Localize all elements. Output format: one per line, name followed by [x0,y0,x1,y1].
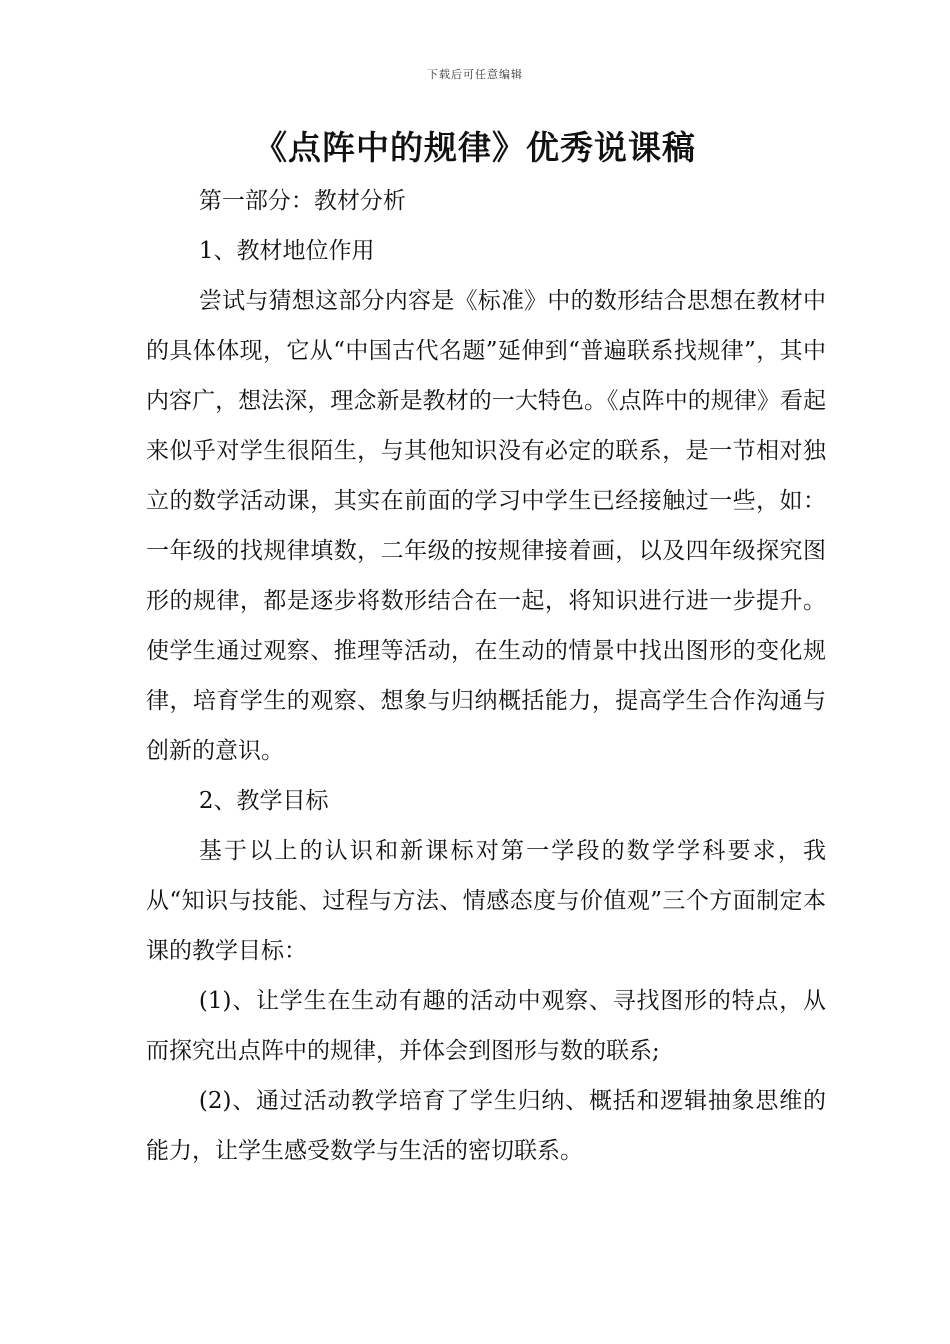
paragraph-objective-1: (1)、让学生在生动有趣的活动中观察、寻找图形的特点，从而探究出点阵中的规律，并体会到图形与数的联系; [146,988,826,1064]
document-body [146,176,826,1176]
paragraph-objective-2: (2)、通过活动教学培育了学生归纳、概括和逻辑抽象思维的能力，让学生感受数学与生活的密切联系。 [146,1088,826,1164]
document-title: 《点阵中的规律》优秀说课稿 [254,128,696,167]
section-heading-part1: 第一部分：教材分析 [198,188,406,214]
section-heading-position: 1、教材地位作用 [198,238,375,264]
paragraph-objectives-intro: 基于以上的认识和新课标对第一学段的数学学科要求，我从“知识与技能、过程与方法、情感态度与价值观”三个方面制定本课的教学目标： [146,838,826,964]
paragraph-position: 尝试与猜想这部分内容是《标准》中的数形结合思想在教材中的具体体现，它从“中国古代名题”延伸到“普遍联系找规律”，其中内容广，想法深，理念新是教材的一大特色。《点阵中的规律》看起来似乎对学生很陌生，与其他知识没有必定的联系，是一节相对独立的数学活动课，其实在前面的学习中学生已经接触过一些，如：一年级的找规律填数，二年级的按规律接着画，以及四年级探究图形的规律，都是逐步将数形结合在一起，将知识进行进一步提升。使学生通过观察、推理等活动，在生动的情景中找出图形的变化规律，培育学生的观察、想象与归纳概括能力，提高学生合作沟通与创新的意识。 [146,288,826,764]
header-note: 下载后可任意编辑 [427,68,523,81]
section-heading-objectives: 2、教学目标 [198,788,329,814]
